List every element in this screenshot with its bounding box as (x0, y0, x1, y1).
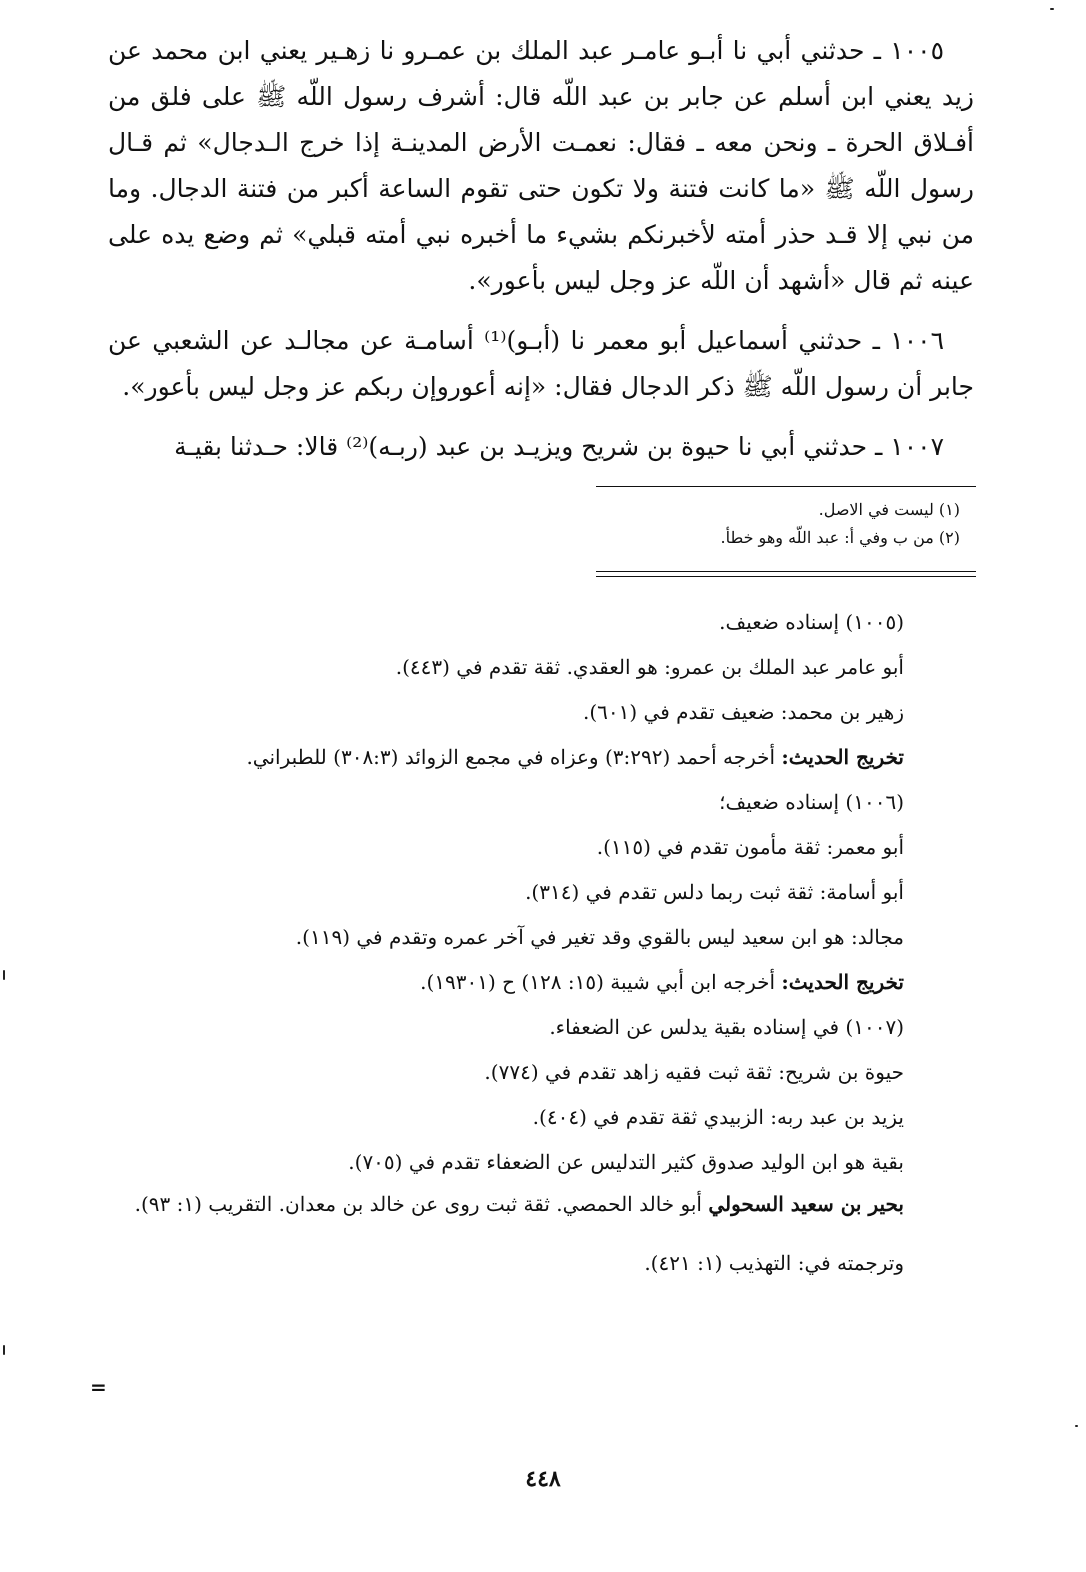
page-number: ٤٤٨ (525, 1466, 561, 1492)
scan-speck (1050, 8, 1054, 10)
scan-speck (3, 970, 5, 980)
note-text: زهير بن محمد: ضعيف تقدم في (٦٠١). (582, 700, 904, 724)
note-text: بقية هو ابن الوليد صدوق كثير التدليس عن الضعفاء تقدم في (٧٠٥). (348, 1150, 904, 1174)
note-text: (١٠٠٥) إسناده ضعيف. (719, 610, 904, 634)
note-text: مجالد: هو ابن سعيد ليس بالقوي وقد تغير في آخر عمره وتقدم في (١١٩). (295, 925, 904, 949)
note-line (108, 1140, 974, 1185)
hadith-text-block (108, 28, 974, 470)
note-line (108, 780, 974, 825)
hadith-1006: ١٠٠٦ ـ حدثني أسماعيل أبو معمر نا (أبـو)⁽¹⁾ أسامـة عن مجالـد عن الشعبي عن جابر أن رسول اللّه ﷺ ذكر الدجال فقال: «إنه أعوروإن ربكم عز وجل ليس بأعور». (108, 326, 974, 401)
scan-speck (3, 1345, 5, 1355)
footnote-2: (٢) من ب وفي أ: عبد اللّه وهو خطأ. (720, 528, 960, 547)
note-text: أبو أسامة: ثقة ثبت ربما دلس تقدم في (٣١٤). (525, 880, 904, 904)
note-text: أبو معمر: ثقة مأمون تقدم في (١١٥). (596, 835, 904, 859)
note-line (108, 1241, 974, 1286)
note-text: (١٠٠٦) إسناده ضعيف؛ (719, 790, 904, 814)
continuation-mark: = (90, 1375, 107, 1399)
footnotes (596, 496, 960, 552)
note-line (108, 960, 974, 1005)
note-text: يزيد بن عبد ربه: الزبيدي ثقة تقدم في (٤٠٤). (532, 1105, 904, 1129)
note-line (108, 735, 974, 780)
note-label: تخريج الحديث: (781, 745, 904, 769)
note-line (108, 600, 974, 645)
note-line (108, 915, 974, 960)
hadith-1005: ١٠٠٥ ـ حدثني أبي نا أبـو عامـر عبد الملك بن عمـرو نا زهـير يعني ابن محمد عن زيد يعني ابن أسلم عن جابر بن عبد اللّه قال: أشرف رسول اللّه ﷺ على فلق من أفـلاق الحرة ـ ونحن معه ـ فقال: نعمـت الأرض المدينـة إذا خرج الـدجال» ثم قـال رسول اللّه ﷺ «ما كانت فتنة ولا تكون حتى تقوم الساعة أكبر من فتنة الدجال. وما من نبي إلا قـد حذر أمته لأخبرنكم بشيء ما أخبره نبي أمته قبلي» ثم وضع يده على عينه ثم قال «أشهد أن اللّه عز وجل ليس بأعور». (108, 36, 974, 295)
note-label: تخريج الحديث: (781, 970, 904, 994)
footnote-separator (596, 486, 976, 487)
note-line (108, 1005, 974, 1050)
note-line (108, 690, 974, 735)
note-line (108, 1095, 974, 1140)
commentary-notes (108, 600, 974, 1286)
note-line (108, 825, 974, 870)
scan-speck (1075, 1425, 1078, 1427)
footnote-1: (١) ليست في الاصل. (818, 500, 960, 519)
hadith-1007: ١٠٠٧ ـ حدثني أبي نا حيوة بن شريح ويزيـد بن عبد (ربـه)⁽²⁾ قالا: حـدثنا بقيـة (174, 432, 944, 461)
note-text: حيوة بن شريح: ثقة ثبت فقيه زاهد تقدم في (٧٧٤). (484, 1060, 904, 1084)
note-label: بحير بن سعيد السحولي (708, 1192, 904, 1216)
note-text: أخرجه أحمد (٣:٢٩٢) وعزاه في مجمع الزوائد (٣٠٨:٣) للطبراني. (246, 745, 782, 769)
note-text: أبو عامر عبد الملك بن عمرو: هو العقدي. ثقة تقدم في (٤٤٣). (395, 655, 904, 679)
note-line (108, 1050, 974, 1095)
note-text: وترجمته في: التهذيب (١: ٤٢١). (644, 1251, 904, 1275)
note-line (108, 645, 974, 690)
note-line (108, 1185, 974, 1223)
double-divider (596, 571, 976, 577)
note-text: أبو خالد الحمصي. ثقة ثبت روى عن خالد بن معدان. التقريب (١: ٩٣). (134, 1192, 709, 1216)
note-line (108, 870, 974, 915)
note-text: أخرجه ابن أبي شيبة (١٥: ١٢٨) ح (١٩٣٠١). (420, 970, 782, 994)
note-text: (١٠٠٧) في إسناده بقية يدلس عن الضعفاء. (549, 1015, 904, 1039)
